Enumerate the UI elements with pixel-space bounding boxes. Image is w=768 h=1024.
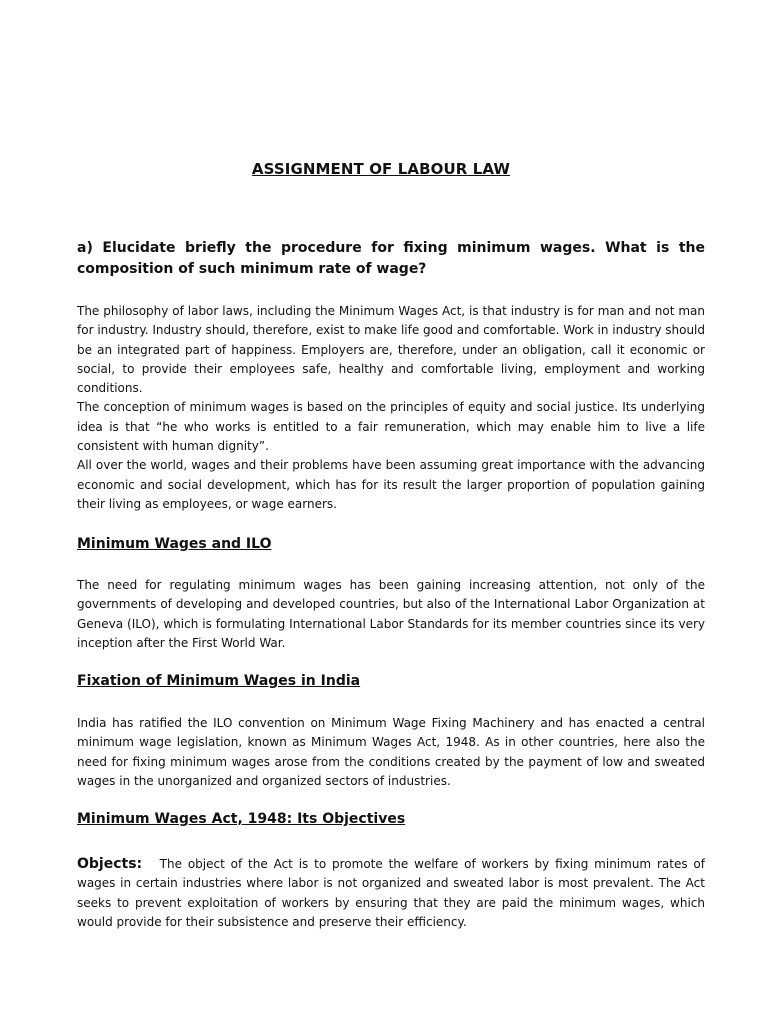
section-heading-objectives: Minimum Wages Act, 1948: Its Objectives [77,811,406,827]
document-title: ASSIGNMENT OF LABOUR LAW [251,160,511,178]
intro-paragraph: All over the world, wages and their problems have been assuming great importance with the advancing economic and social development, which has for its result the larger proportion of population gaining their living as employees, or wage earners. [77,458,705,511]
objects-label: Objects: [77,856,143,872]
section-paragraph: India has ratified the ILO convention on Minimum Wage Fixing Machinery and has enacted a central minimum wage legislation, known as Minimum Wages Act, 1948. As in other countries, here also the need for fixing minimum wages arose from the conditions created by the payment of low and sweated wages in the unorganized and organized sectors of industries. [77,716,705,788]
section-heading-ilo: Minimum Wages and ILO [77,536,272,552]
intro-paragraph: The conception of minimum wages is based on the principles of equity and social justice. Its underlying idea is that “he who works is entitled to a fair remuneration, which may enable him to live a life consistent with human dignity”. [77,400,705,454]
question-heading: a) Elucidate briefly the procedure for fixing minimum wages. What is the composition of such minimum rate of wage? [77,240,705,277]
section-heading-india: Fixation of Minimum Wages in India [77,673,361,689]
objects-text: The object of the Act is to promote the welfare of workers by fixing minimum rates of wages in certain industries where labor is not organized and sweated labor is most prevalent. The Act seeks to prevent exploitation of workers by ensuring that they are paid the minimum wages, which would provide for their subsistence and preserve their efficiency. [77,857,705,929]
section-body-india [77,714,705,791]
intro-text [77,302,705,514]
section-paragraph [77,855,705,932]
section-body-ilo [77,576,705,653]
section-paragraph: The need for regulating minimum wages has been gaining increasing attention, not only of the governments of developing and developed countries, but also of the International Labor Organization at Geneva (ILO), which is formulating International Labor Standards for its member countries since its very inception after the First World War. [77,578,705,650]
intro-paragraph: The philosophy of labor laws, including the Minimum Wages Act, is that industry is for man and not man for industry. Industry should, therefore, exist to make life good and comfortable. Work in industry should be an integrated part of happiness. Employers are, therefore, under an obligation, call it economic or social, to provide their employees safe, healthy and comfortable living, employment and working conditions. [77,304,705,396]
section-body-objectives [77,855,705,932]
